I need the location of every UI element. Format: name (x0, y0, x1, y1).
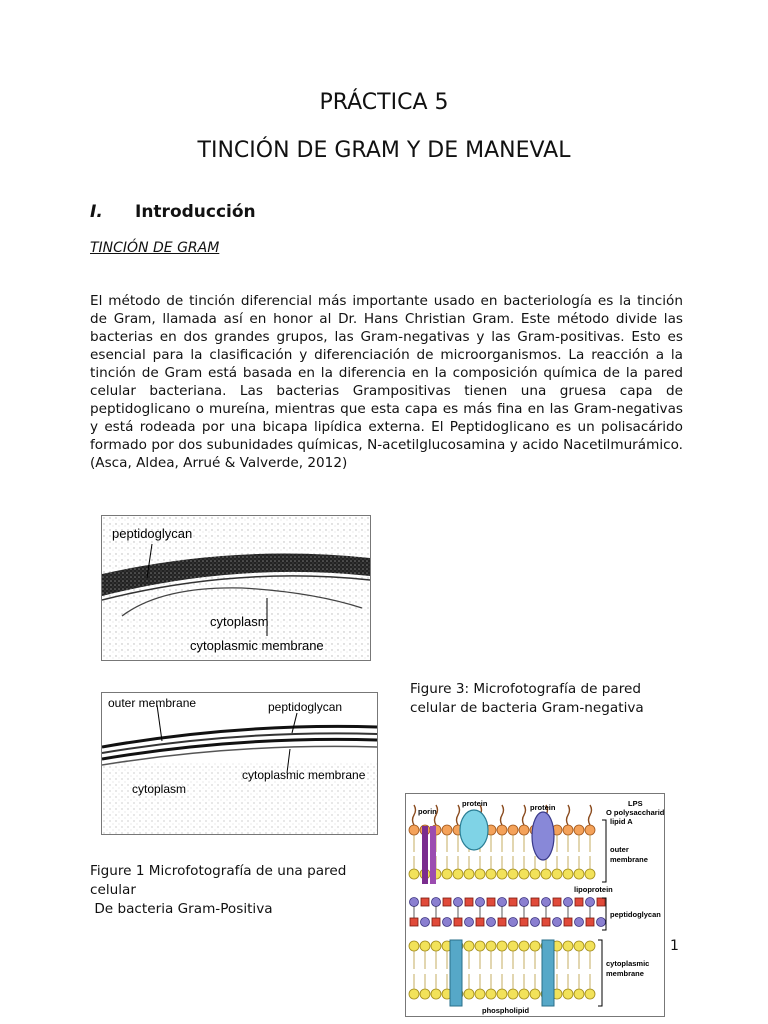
phospholipid-head (464, 869, 474, 879)
glycan-unit (443, 918, 452, 927)
peptide-unit (443, 898, 451, 906)
phospholipid-head (486, 869, 496, 879)
lps-chain (589, 805, 592, 825)
glycan-unit (542, 898, 551, 907)
section-number: I. (90, 202, 103, 222)
peptide-unit (498, 918, 506, 926)
peptide-unit (487, 898, 495, 906)
phospholipid-head (563, 869, 573, 879)
label-peptidoglycan: peptidoglycan (610, 910, 661, 919)
caption-figure-1-line-2: celular (90, 882, 136, 898)
lps-head (585, 825, 595, 835)
lps-chain (457, 805, 460, 825)
phospholipid-head (552, 869, 562, 879)
label-peptidoglycan: peptidoglycan (112, 526, 193, 541)
peptide-unit (520, 918, 528, 926)
section-title: Introducción (135, 202, 256, 222)
phospholipid-head (530, 989, 540, 999)
phospholipid-head (431, 989, 441, 999)
label-outer-membrane-2: membrane (610, 855, 648, 864)
peptide-unit (531, 898, 539, 906)
subheading: TINCIÓN DE GRAM (90, 240, 220, 256)
phospholipid-head (508, 869, 518, 879)
label-peptidoglycan: peptidoglycan (268, 700, 343, 714)
lps-head (442, 825, 452, 835)
phospholipid-head (497, 941, 507, 951)
lps-head (574, 825, 584, 835)
phospholipid-head (409, 869, 419, 879)
peptide-unit (410, 918, 418, 926)
lps-chain (413, 805, 416, 825)
label-lipoprotein: lipoprotein (574, 885, 613, 894)
phospholipid-head (585, 941, 595, 951)
peptide-unit (575, 898, 583, 906)
porin-bar-right (430, 826, 436, 884)
glycan-unit (421, 918, 430, 927)
cytoplasmic-membrane-outer-leaflet (409, 941, 595, 969)
peptide-unit (465, 898, 473, 906)
phospholipid-head (508, 989, 518, 999)
protein-1 (460, 810, 488, 850)
page-subtitle: TINCIÓN DE GRAM Y DE MANEVAL (197, 138, 571, 163)
label-cytoplasmic-membrane: cytoplasmic membrane (190, 638, 324, 653)
label-protein-2: protein (530, 803, 556, 812)
glycan-unit (432, 898, 441, 907)
lps-head (519, 825, 529, 835)
label-cytoplasmic-membrane-1: cytoplasmic (606, 959, 650, 968)
caption-figure-1 (90, 862, 346, 919)
glycan-unit (498, 898, 507, 907)
phospholipid-head (519, 941, 529, 951)
phospholipid-head (530, 941, 540, 951)
glycan-unit (586, 898, 595, 907)
lps-head (409, 825, 419, 835)
label-cytoplasm: cytoplasm (210, 614, 269, 629)
porin-bar-left (422, 826, 428, 884)
transmembrane-protein-1 (450, 940, 462, 1006)
gram-negative-wall-diagram (405, 793, 665, 1017)
peptide-unit (421, 898, 429, 906)
peptide-unit (476, 918, 484, 926)
caption-figure-1-line-1: Figure 1 Microfotografía de una pared (90, 863, 347, 879)
lps-chain (501, 805, 504, 825)
bracket-outer-membrane (602, 820, 606, 882)
lps-chain (523, 805, 526, 825)
membrane-line (102, 746, 377, 765)
phospholipid-head (431, 941, 441, 951)
lps-chain (567, 805, 570, 825)
lps-chains (413, 805, 592, 825)
phospholipid-head (486, 941, 496, 951)
glycan-unit (487, 918, 496, 927)
peptide-unit (432, 918, 440, 926)
glycan-unit (454, 898, 463, 907)
intro-paragraph: El método de tinción diferencial más importante usado en bacteriología es la tinción de Gram, llamada así en honor al Dr. Hans Christian Gram. Este método divide las bacterias en dos grandes grupos, las Gram-negativas y las Gram-positivas. Esto es esencial para la clasificación y diferenciación de microorganismos. La reacción a la tinción de Gram está basada en la diferencia en la composición química de la pared celular bacteriana. Las bacterias Grampositivas tienen una gruesa capa de peptidoglicano o mureína, mientras que esta capa es más fina en las Gram-negativas y está rodeada por una bicapa lipídica externa. El Peptidoglicano es un polisacárido formado por dos subunidades químicas, N-acetilglucosamina y acido Nacetilmurámico. (Asca, Aldea, Arrué & Valverde, 2012) (90, 293, 683, 471)
phospholipid-head (574, 869, 584, 879)
label-outer-membrane-1: outer (610, 845, 629, 854)
caption-figure-3-line-1: Figure 3: Microfotografía de pared (410, 681, 642, 697)
glycan-unit (575, 918, 584, 927)
label-phospholipid: phospholipid (482, 1006, 530, 1015)
phospholipid-head (475, 869, 485, 879)
phospholipid-head (464, 989, 474, 999)
gram-positive-micrograph (101, 515, 371, 661)
phospholipid-head (530, 869, 540, 879)
phospholipid-head (409, 941, 419, 951)
lps-head (497, 825, 507, 835)
phospholipid-head (453, 869, 463, 879)
phospholipid-head (519, 989, 529, 999)
outer-membrane-outer-leaflet (409, 825, 595, 852)
glycan-unit (476, 898, 485, 907)
gram-negative-micrograph (101, 692, 378, 835)
glycan-unit (553, 918, 562, 927)
peptidoglycan-layer (410, 898, 606, 927)
phospholipid-head (486, 989, 496, 999)
phospholipid-head (574, 941, 584, 951)
label-lps: LPS (628, 799, 643, 808)
glycan-unit (509, 918, 518, 927)
phospholipid-head (563, 989, 573, 999)
label-protein-1: protein (462, 799, 488, 808)
glycan-unit (410, 898, 419, 907)
lps-head (563, 825, 573, 835)
lps-head (508, 825, 518, 835)
phospholipid-head (541, 869, 551, 879)
label-outer-membrane: outer membrane (108, 696, 197, 710)
glycan-unit (465, 918, 474, 927)
label-o-polysaccharide: O polysaccharide (606, 808, 664, 817)
peptide-unit (454, 918, 462, 926)
caption-figure-1-line-3: De bacteria Gram-Positiva (90, 901, 273, 917)
peptide-unit (586, 918, 594, 926)
phospholipid-head (585, 869, 595, 879)
label-cytoplasm: cytoplasm (132, 782, 187, 796)
cytoplasmic-membrane-inner-leaflet (409, 974, 595, 999)
phospholipid-head (420, 989, 430, 999)
label-cytoplasmic-membrane: cytoplasmic membrane (242, 768, 366, 782)
phospholipid-head (585, 989, 595, 999)
glycan-unit (564, 898, 573, 907)
page-title: PRÁCTICA 5 (319, 90, 449, 115)
glycan-unit (531, 918, 540, 927)
outer-membrane-inner-leaflet (409, 856, 595, 879)
peptide-unit (509, 898, 517, 906)
protein-2 (532, 812, 554, 860)
phospholipid-head (497, 869, 507, 879)
peptide-unit (597, 898, 605, 906)
bracket-cytoplasmic-membrane (598, 940, 602, 1006)
phospholipid-head (475, 941, 485, 951)
phospholipid-head (442, 869, 452, 879)
transmembrane-protein-2 (542, 940, 554, 1006)
phospholipid-head (497, 989, 507, 999)
page-number: 1 (670, 938, 679, 954)
label-porin: porin (418, 807, 437, 816)
caption-figure-3 (410, 680, 644, 718)
phospholipid-head (464, 941, 474, 951)
caption-figure-3-line-2: celular de bacteria Gram-negativa (410, 700, 644, 716)
peptide-unit (564, 918, 572, 926)
glycan-unit (520, 898, 529, 907)
glycan-unit (597, 918, 606, 927)
phospholipid-head (563, 941, 573, 951)
phospholipid-head (508, 941, 518, 951)
phospholipid-head (475, 989, 485, 999)
phospholipid-head (574, 989, 584, 999)
label-cytoplasmic-membrane-2: membrane (606, 969, 644, 978)
phospholipid-head (420, 941, 430, 951)
peptide-unit (542, 918, 550, 926)
phospholipid-head (409, 989, 419, 999)
phospholipid-head (519, 869, 529, 879)
peptide-unit (553, 898, 561, 906)
label-lipid-a: lipid A (610, 817, 633, 826)
